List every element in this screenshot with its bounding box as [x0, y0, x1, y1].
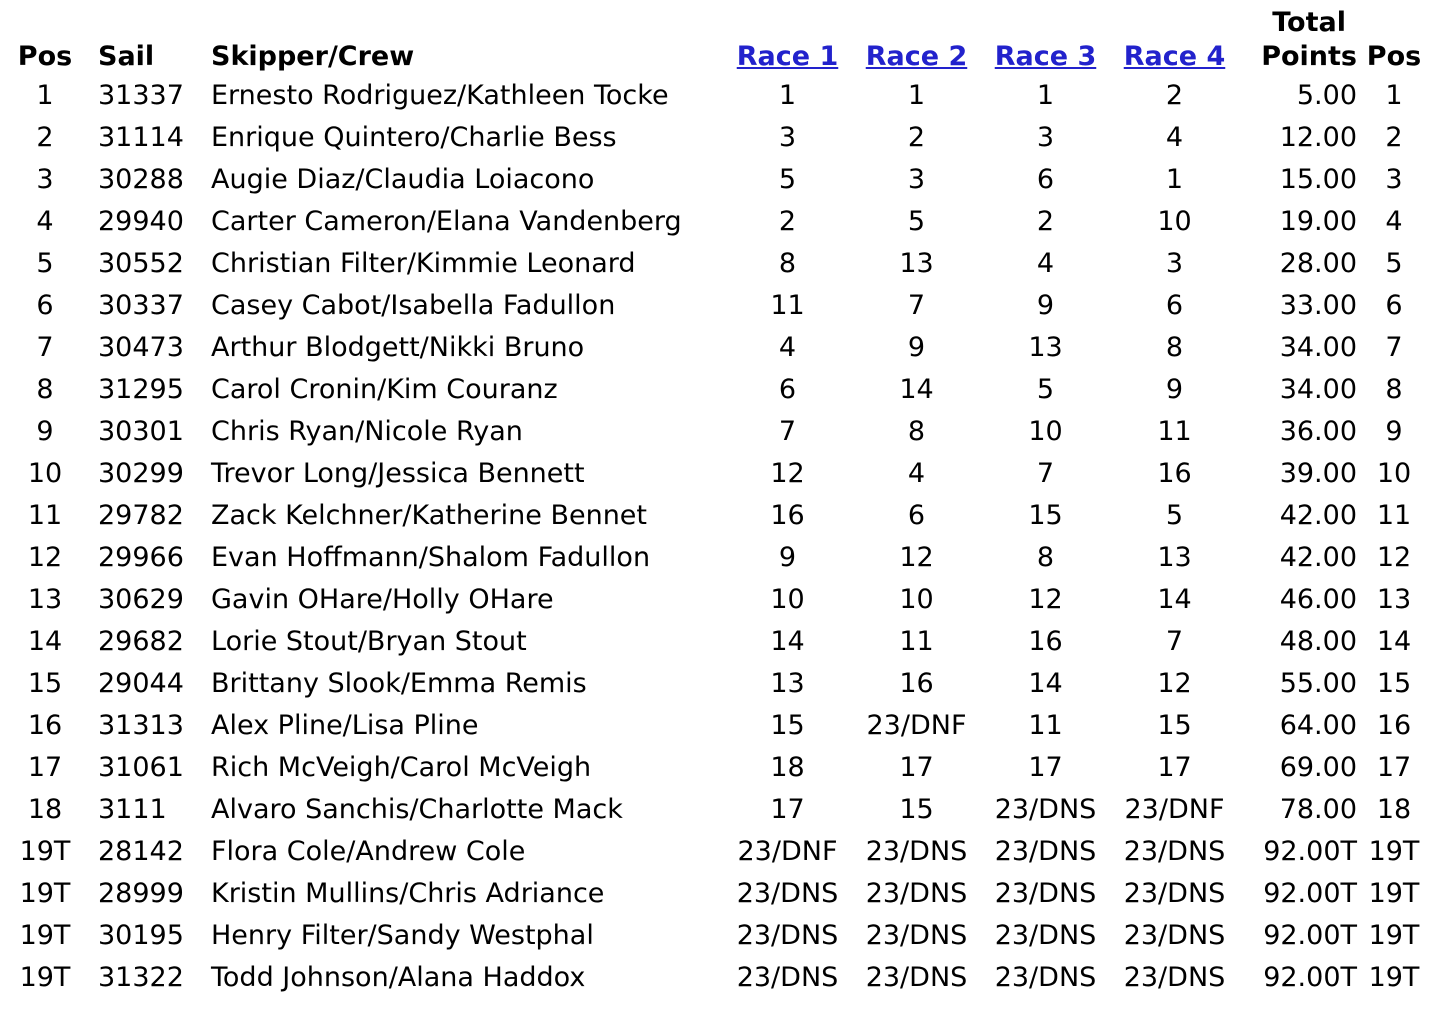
race-4-score-cell: 14: [1157, 583, 1192, 615]
skipper-crew-cell: Christian Filter/Kimmie Leonard: [211, 247, 636, 279]
skipper-crew-cell: Casey Cabot/Isabella Fadullon: [211, 289, 616, 321]
pos-header: Pos: [17, 41, 73, 72]
position-cell: 15: [27, 667, 63, 699]
final-position-cell: 10: [1376, 457, 1412, 489]
race-1-score-cell: 4: [778, 331, 797, 363]
table-row: [10, 536, 1429, 578]
position-cell: 4: [36, 205, 54, 237]
total-points-cell: 36.00: [1279, 415, 1357, 447]
position-cell: 19T: [19, 877, 71, 909]
race-4-score-cell: 17: [1157, 751, 1192, 783]
race-3-score-cell: 23/DNS: [994, 919, 1097, 951]
final-position-cell: 19T: [1368, 835, 1420, 867]
table-row: [10, 74, 1429, 116]
position-cell: 8: [36, 373, 54, 405]
final-position-cell: 15: [1376, 667, 1412, 699]
skipper-crew-cell: Henry Filter/Sandy Westphal: [211, 919, 594, 951]
total-points-cell: 42.00: [1279, 499, 1357, 531]
total-points-cell: 55.00: [1279, 667, 1357, 699]
skipper-crew-cell: Alvaro Sanchis/Charlotte Mack: [211, 793, 623, 825]
position-cell: 13: [27, 583, 63, 615]
skipper-crew-cell: Alex Pline/Lisa Pline: [211, 709, 479, 741]
skipper-crew-cell: Carol Cronin/Kim Couranz: [211, 373, 558, 405]
race-3-score-cell: 14: [1028, 667, 1063, 699]
position-cell: 19T: [19, 919, 71, 951]
final-pos-header: Pos: [1366, 41, 1422, 72]
race-2-score-cell: 9: [907, 331, 926, 363]
race-3-score-cell: 11: [1028, 709, 1063, 741]
race-4-score-cell: 23/DNS: [1123, 961, 1226, 993]
race-4-score-cell: 2: [1165, 79, 1184, 111]
final-position-cell: 14: [1376, 625, 1412, 657]
final-position-cell: 3: [1385, 163, 1403, 195]
position-cell: 10: [27, 457, 63, 489]
sail-number-cell: 30301: [98, 415, 184, 447]
race-3-score-cell: 23/DNS: [994, 793, 1097, 825]
position-cell: 18: [27, 793, 63, 825]
position-cell: 14: [27, 625, 63, 657]
race-3-score-cell: 3: [1036, 121, 1055, 153]
race-1-score-cell: 14: [770, 625, 805, 657]
race-2-score-cell: 1: [907, 79, 926, 111]
skipper-crew-cell: Brittany Slook/Emma Remis: [211, 667, 587, 699]
race-3-score-cell: 8: [1036, 541, 1055, 573]
race-1-header: [723, 0, 852, 74]
final-position-cell: 19T: [1368, 919, 1420, 951]
total-points-cell: 46.00: [1279, 583, 1357, 615]
skipper-crew-cell: Kristin Mullins/Chris Adriance: [211, 877, 605, 909]
race-4-score-cell: 4: [1165, 121, 1184, 153]
sail-number-cell: 29682: [98, 625, 184, 657]
race-2-score-cell: 14: [899, 373, 934, 405]
race-1-score-cell: 8: [778, 247, 797, 279]
skipper-crew-cell: Evan Hoffmann/Shalom Fadullon: [211, 541, 651, 573]
table-row: [10, 284, 1429, 326]
sail-number-cell: 29782: [98, 499, 184, 531]
skipper-crew-cell: Chris Ryan/Nicole Ryan: [211, 415, 523, 447]
total-points-cell: 15.00: [1279, 163, 1357, 195]
sail-number-cell: 31114: [98, 121, 184, 153]
final-position-cell: 19T: [1368, 961, 1420, 993]
final-position-cell: 4: [1385, 205, 1403, 237]
race-3-score-cell: 5: [1036, 373, 1055, 405]
final-position-cell: 9: [1385, 415, 1403, 447]
position-cell: 3: [36, 163, 54, 195]
race-3-link[interactable]: Race 3: [994, 41, 1097, 72]
sail-header: Sail: [98, 41, 155, 72]
race-3-score-cell: 17: [1028, 751, 1063, 783]
final-position-cell: 1: [1385, 79, 1403, 111]
total-points-cell: 92.00T: [1263, 877, 1357, 909]
race-2-score-cell: 23/DNF: [866, 709, 967, 741]
sail-number-cell: 3111: [98, 793, 167, 825]
race-2-score-cell: 23/DNS: [865, 961, 968, 993]
race-1-score-cell: 9: [778, 541, 797, 573]
race-4-score-cell: 5: [1165, 499, 1184, 531]
race-3-score-cell: 7: [1036, 457, 1055, 489]
sail-number-cell: 31337: [98, 79, 184, 111]
header-row: [10, 0, 1429, 74]
race-4-header: [1110, 0, 1239, 74]
race-4-score-cell: 13: [1157, 541, 1192, 573]
race-1-score-cell: 23/DNS: [736, 961, 839, 993]
race-4-score-cell: 15: [1157, 709, 1192, 741]
sail-number-cell: 31295: [98, 373, 184, 405]
race-4-score-cell: 23/DNS: [1123, 919, 1226, 951]
table-row: [10, 872, 1429, 914]
table-row: [10, 578, 1429, 620]
sail-number-cell: 31061: [98, 751, 184, 783]
total-points-cell: 92.00T: [1263, 835, 1357, 867]
race-3-score-cell: 10: [1028, 415, 1063, 447]
total-points-cell: 33.00: [1279, 289, 1357, 321]
total-points-cell: 48.00: [1279, 625, 1357, 657]
position-cell: 12: [27, 541, 63, 573]
race-1-score-cell: 23/DNS: [736, 877, 839, 909]
sail-number-cell: 28999: [98, 877, 184, 909]
race-3-score-cell: 23/DNS: [994, 835, 1097, 867]
table-row: [10, 494, 1429, 536]
race-3-score-cell: 4: [1036, 247, 1055, 279]
sail-number-cell: 30629: [98, 583, 184, 615]
race-2-header: [852, 0, 981, 74]
race-2-score-cell: 12: [899, 541, 934, 573]
race-2-score-cell: 6: [907, 499, 926, 531]
race-2-score-cell: 8: [907, 415, 926, 447]
race-1-score-cell: 6: [778, 373, 797, 405]
race-3-score-cell: 1: [1036, 79, 1055, 111]
race-1-score-cell: 3: [778, 121, 797, 153]
final-position-cell: 17: [1376, 751, 1412, 783]
table-row: [10, 452, 1429, 494]
position-cell: 16: [27, 709, 63, 741]
total-points-header: [1239, 0, 1359, 74]
skipper-crew-cell: Enrique Quintero/Charlie Bess: [211, 121, 617, 153]
race-1-score-cell: 1: [778, 79, 797, 111]
total-points-cell: 34.00: [1279, 331, 1357, 363]
race-2-score-cell: 4: [907, 457, 926, 489]
skipper-crew-cell: Lorie Stout/Bryan Stout: [211, 625, 527, 657]
table-row: [10, 746, 1429, 788]
position-cell: 1: [36, 79, 54, 111]
skipper-crew-cell: Zack Kelchner/Katherine Bennet: [211, 499, 648, 531]
table-row: [10, 368, 1429, 410]
final-position-cell: 6: [1385, 289, 1403, 321]
race-1-score-cell: 18: [770, 751, 805, 783]
total-points-cell: 39.00: [1279, 457, 1357, 489]
position-cell: 2: [36, 121, 54, 153]
final-position-cell: 5: [1385, 247, 1403, 279]
sail-number-cell: 29966: [98, 541, 184, 573]
sail-number-cell: 31313: [98, 709, 184, 741]
race-1-score-cell: 2: [778, 205, 797, 237]
race-1-score-cell: 5: [778, 163, 797, 195]
results-body: [10, 74, 1429, 998]
total-points-cell: 19.00: [1279, 205, 1357, 237]
position-cell: 9: [36, 415, 54, 447]
race-2-link[interactable]: Race 2: [865, 41, 968, 72]
race-2-score-cell: 16: [899, 667, 934, 699]
position-cell: 17: [27, 751, 63, 783]
race-1-score-cell: 16: [770, 499, 805, 531]
final-position-cell: 7: [1385, 331, 1403, 363]
race-4-score-cell: 16: [1157, 457, 1192, 489]
total-points-cell: 92.00T: [1263, 919, 1357, 951]
sail-number-cell: 30288: [98, 163, 184, 195]
race-3-score-cell: 13: [1028, 331, 1063, 363]
race-3-score-cell: 23/DNS: [994, 961, 1097, 993]
sail-number-cell: 30552: [98, 247, 184, 279]
race-2-score-cell: 23/DNS: [865, 919, 968, 951]
race-2-score-cell: 2: [907, 121, 926, 153]
position-cell: 5: [36, 247, 54, 279]
total-points-cell: 69.00: [1279, 751, 1357, 783]
final-position-cell: 18: [1376, 793, 1412, 825]
sail-number-cell: 29044: [98, 667, 184, 699]
race-2-score-cell: 15: [899, 793, 934, 825]
race-2-score-cell: 23/DNS: [865, 835, 968, 867]
sail-number-cell: 30195: [98, 919, 184, 951]
sail-number-cell: 31322: [98, 961, 184, 993]
final-position-cell: 12: [1376, 541, 1412, 573]
race-2-score-cell: 17: [899, 751, 934, 783]
race-4-score-cell: 23/DNF: [1124, 793, 1225, 825]
race-2-score-cell: 23/DNS: [865, 877, 968, 909]
race-3-score-cell: 12: [1028, 583, 1063, 615]
final-position-cell: 8: [1385, 373, 1403, 405]
race-2-score-cell: 13: [899, 247, 934, 279]
total-points-cell: 64.00: [1279, 709, 1357, 741]
table-row: [10, 158, 1429, 200]
results-table: [10, 0, 1429, 998]
skipper-crew-cell: Ernesto Rodriguez/Kathleen Tocke: [211, 79, 669, 111]
race-4-score-cell: 3: [1165, 247, 1184, 279]
race-4-score-cell: 7: [1165, 625, 1184, 657]
race-1-score-cell: 12: [770, 457, 805, 489]
position-cell: 11: [27, 499, 63, 531]
table-row: [10, 788, 1429, 830]
skipper-crew-cell: Augie Diaz/Claudia Loiacono: [211, 163, 595, 195]
position-cell: 19T: [19, 835, 71, 867]
sail-number-cell: 30337: [98, 289, 184, 321]
race-3-score-cell: 23/DNS: [994, 877, 1097, 909]
race-4-score-cell: 23/DNS: [1123, 877, 1226, 909]
race-2-score-cell: 3: [907, 163, 926, 195]
total-points-cell: 78.00: [1279, 793, 1357, 825]
race-4-score-cell: 8: [1165, 331, 1184, 363]
race-4-score-cell: 10: [1157, 205, 1192, 237]
race-3-score-cell: 15: [1028, 499, 1063, 531]
final-position-cell: 11: [1376, 499, 1412, 531]
table-row: [10, 662, 1429, 704]
race-2-score-cell: 10: [899, 583, 934, 615]
total-points-cell: 34.00: [1279, 373, 1357, 405]
race-3-score-cell: 9: [1036, 289, 1055, 321]
final-position-cell: 13: [1376, 583, 1412, 615]
race-1-link[interactable]: Race 1: [736, 41, 839, 72]
skipper-crew-cell: Carter Cameron/Elana Vandenberg: [211, 205, 682, 237]
table-row: [10, 956, 1429, 998]
skipper-crew-header: Skipper/Crew: [211, 41, 415, 72]
race-1-score-cell: 17: [770, 793, 805, 825]
total-points-cell: 28.00: [1279, 247, 1357, 279]
table-row: [10, 116, 1429, 158]
race-4-score-cell: 9: [1165, 373, 1184, 405]
skipper-crew-cell: Rich McVeigh/Carol McVeigh: [211, 751, 592, 783]
race-4-score-cell: 23/DNS: [1123, 835, 1226, 867]
total-points-cell: 92.00T: [1263, 961, 1357, 993]
sail-number-cell: 30473: [98, 331, 184, 363]
race-1-score-cell: 13: [770, 667, 805, 699]
table-row: [10, 410, 1429, 452]
table-row: [10, 704, 1429, 746]
table-row: [10, 620, 1429, 662]
race-3-header: [981, 0, 1110, 74]
race-2-score-cell: 11: [899, 625, 934, 657]
race-1-score-cell: 10: [770, 583, 805, 615]
sail-number-cell: 30299: [98, 457, 184, 489]
race-1-score-cell: 7: [778, 415, 797, 447]
total-points-cell: 12.00: [1279, 121, 1357, 153]
race-1-score-cell: 23/DNS: [736, 919, 839, 951]
position-cell: 19T: [19, 961, 71, 993]
total-points-cell: 42.00: [1279, 541, 1357, 573]
final-position-cell: 2: [1385, 121, 1403, 153]
skipper-crew-cell: Todd Johnson/Alana Haddox: [211, 961, 586, 993]
final-position-cell: 16: [1376, 709, 1412, 741]
final-position-cell: 19T: [1368, 877, 1420, 909]
table-row: [10, 830, 1429, 872]
race-1-score-cell: 11: [770, 289, 805, 321]
race-4-score-cell: 11: [1157, 415, 1192, 447]
table-row: [10, 200, 1429, 242]
position-cell: 7: [36, 331, 54, 363]
race-4-score-cell: 6: [1165, 289, 1184, 321]
skipper-crew-cell: Trevor Long/Jessica Bennett: [211, 457, 585, 489]
race-3-score-cell: 2: [1036, 205, 1055, 237]
sail-number-cell: 28142: [98, 835, 184, 867]
race-2-score-cell: 7: [907, 289, 926, 321]
race-3-score-cell: 6: [1036, 163, 1055, 195]
skipper-crew-cell: Gavin OHare/Holly OHare: [211, 583, 554, 615]
sail-number-cell: 29940: [98, 205, 184, 237]
results-header: [10, 0, 1429, 74]
total-points-cell: 5.00: [1296, 79, 1357, 111]
race-4-score-cell: 1: [1165, 163, 1184, 195]
skipper-crew-cell: Arthur Blodgett/Nikki Bruno: [211, 331, 585, 363]
race-4-link[interactable]: Race 4: [1123, 41, 1226, 72]
position-cell: 6: [36, 289, 54, 321]
total-points-header-line1: Total: [1272, 7, 1346, 38]
total-points-header-line2: Points: [1261, 41, 1357, 72]
skipper-crew-cell: Flora Cole/Andrew Cole: [211, 835, 526, 867]
race-3-score-cell: 16: [1028, 625, 1063, 657]
race-2-score-cell: 5: [907, 205, 926, 237]
race-4-score-cell: 12: [1157, 667, 1192, 699]
race-1-score-cell: 15: [770, 709, 805, 741]
table-row: [10, 914, 1429, 956]
table-row: [10, 326, 1429, 368]
race-1-score-cell: 23/DNF: [737, 835, 838, 867]
table-row: [10, 242, 1429, 284]
